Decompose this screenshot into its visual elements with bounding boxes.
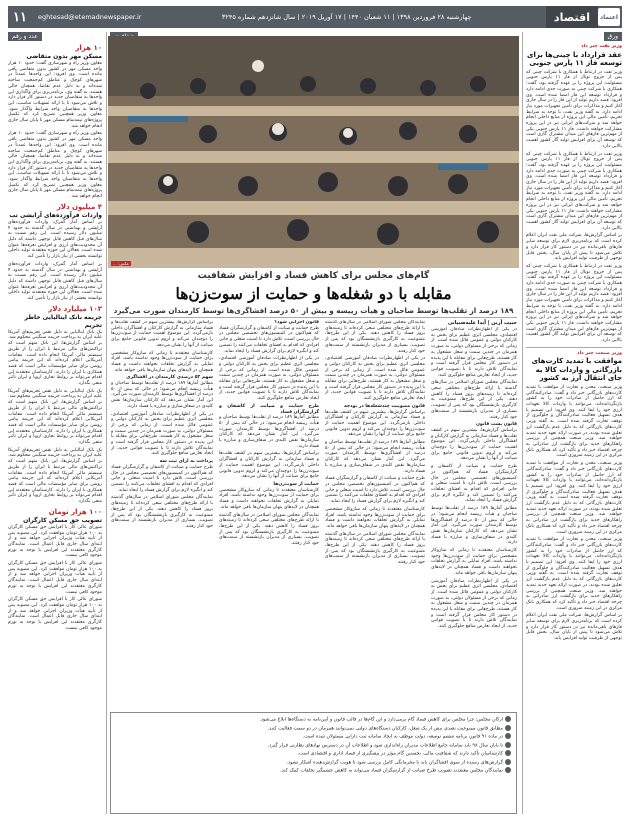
article-column-4: براساس گزارش‌ها، بیشترین سهم در کشف تقلب‌ها و فساد سازمانی به گزارش کارکنان و افشاگران داخلی بازمی‌گردد. این موضوع اهمیت حمایت از سوت‌زن‌ها را دوچندان می‌کند و لزوم تدوین قانونی جامع برای صیانت از آنها را نشان می‌دهد. کارشناسان معتقدند تا زمانی که سازوکار مشخصی برای حمایت از سوت‌زن‌ها وجود نداشته باشد، افراد تمایلی به گزارش تخلفات نخواهند داشت و فساد همچنان در لایه‌های پنهان سازمان‌ها باقی خواهد ماند. سهم ۵۳ درصدی کارمندان در افشاگری مطابق آمارها ۱۸۹ درصد از تقلب‌ها توسط صاحبان و هیأت رییسه انجام می‌شود؛ در حالی که بیش از ۵۰ درصد از افشاگری‌ها توسط کارمندان صورت می‌گیرد. این آمار نشان می‌دهد که کارکنان سازمان‌ها نقش کلیدی در شفاف‌سازی و مبارزه با فساد دارند. در یکی از اظهارنظرات صادقان آموزشی اقتصادی، مجلسی اثری عظیم برای بخش به کارکنان دولتی و عمومی قائل شده است. از زمانی که برخی از مسئولان دولتی، به صورت همزمان در چندین سمت و شغل مشغول به کار هستند، طرح‌هایی برای مقابله با این پدیده در دستور کار مجلس قرار گرفته است و نمایندگان تلاش دارند تا با تصویب قوانین جدید، از ایجاد تعارض منافع جلوگیری کنند. پرداخت به ازای ثبت سه طرح حمایت و صیانت از کاشفان و گزارشگران فساد که هم‌اکنون در کمیسیون‌های تخصصی مجلس در حال بررسی است، تلاش دارد تا امنیت شغلی و جانی افرادی که اقدام به افشای تخلفات می‌کنند را تضمین کند و انگیزه لازم برای گزارش فساد را ایجاد نماید. نمایندگان مجلس شورای اسلامی در سال‌های گذشته با ارائه طرح‌های مختلفی سعی کرده‌اند تا زمینه‌های بروز فساد را کاهش دهند. یکی از این طرح‌ها، ممنوعیت به کارگیری بازنشستگان بود که پس از تصویب، بسیاری از مدیران بازنشسته از سمت‌های خود کنار رفتند.: [111, 320, 213, 529]
stat-number: ۱۰۳ میلیارد دلار: [48, 304, 102, 313]
news-body: وزیر صنعت، معدن و تجارت از موافقت با تمدید کارت‌های بازرگانی خبر داد و گفت: صادرکنندگانی که ارز حاصل از صادرات خود را به کشور بازنگردانده‌اند، می‌توانند با واردات کالا تعهدات ارزی خود را ایفا کنند. وی افزود: این تصمیم با هدف تسهیل فعالیت صادرکنندگان و جلوگیری از توقف تجارت گرفته شده است. به گفته وزیر، کارت‌های بازرگانی که به دلیل عدم بازگشت ارز تعلیق شده بودند، در صورت ارائه تعهد جدید تمدید خواهند شد. وزیر صنعت همچنین از بررسی راهکارهای جدید برای بازگشت ارز صادراتی به چرخه اقتصاد خبر داد و تأکید کرد که همکاری بانک مرکزی در این زمینه ضروری است.: [526, 537, 622, 611]
stat-body: یک بانک ایتالیایی به دلیل نقض تحریم‌های آمریکا علیه ایران به پرداخت جریمه سنگینی محکوم شد. بر اساس گزارش‌ها، این بانک متهم است که تراکنش‌های مالی مرتبط با ایران را از طریق سیستم مالی آمریکا انجام داده است. مقامات آمریکایی اعلام کرده‌اند که این جریمه پیامی روشن برای سایر مؤسسات مالی است که قصد همکاری با ایران را دارند. کارشناسان معتقدند این اقدام می‌تواند بر روابط تجاری اروپا و ایران تأثیر منفی بگذارد.: [8, 329, 102, 387]
stat-body: بر اساس آمار گمرک، واردات فرآورده‌های آرایشی و بهداشتی در سال گذشته به حدود ۴ میلیون دلار رسیده است. این رقم نسبت به سال‌های قبل کاهش قابل توجهی داشته که دلیل آن محدودیت‌های ارزی و افزایش تعرفه‌ها عنوان شده است. فعالان این حوزه معتقدند تولید داخلی توانسته بخشی از نیاز بازار را تأمین کند.: [8, 219, 102, 260]
bullet-icon: [505, 767, 511, 773]
stat-title: واردات فرآورده‌های آرایشی تب: [9, 211, 102, 219]
article-subhead: قانون پشت قانون: [476, 422, 517, 428]
article-headline: مقابله با دو شغله‌ها و حمایت از سوت‌زن‌ها: [175, 284, 452, 303]
right-news-column: [526, 44, 622, 814]
article-kicker: گام‌های مجلس برای کاهش فساد و افزایش شفافیت: [197, 271, 430, 281]
column-divider: [106, 32, 107, 814]
article-subhead: سهم ۵۳ درصدی کارمندان در افشاگری: [126, 375, 213, 381]
bullet-icon: [505, 750, 511, 756]
news-body: وزیر صنعت، معدن و تجارت از موافقت با تمدید کارت‌های بازرگانی خبر داد و گفت: صادرکنندگانی که ارز حاصل از صادرات خود را به کشور بازنگردانده‌اند، می‌توانند با واردات کالا تعهدات ارزی خود را ایفا کنند. وی افزود: این تصمیم با هدف تسهیل فعالیت صادرکنندگان و جلوگیری از توقف تجارت گرفته شده است. به گفته وزیر، کارت‌های بازرگانی که به دلیل عدم بازگشت ارز تعلیق شده بودند، در صورت ارائه تعهد جدید تمدید خواهند شد. وزیر صنعت همچنین از بررسی راهکارهای جدید برای بازگشت ارز صادراتی به چرخه اقتصاد خبر داد و تأکید کرد که همکاری بانک مرکزی در این زمینه ضروری است.: [526, 384, 622, 459]
page-header: [8, 6, 622, 28]
bullet-icon: [505, 725, 511, 731]
section-email[interactable]: eghtesad@etemadnewspaper.ir: [38, 13, 142, 21]
news-kicker: وزیر صنعت خبر داد: [577, 350, 622, 356]
bullet-icon: [505, 733, 511, 739]
section-label: اقتصاد: [546, 6, 598, 28]
stat-number: ۱۰۰ هزار تومان: [48, 507, 102, 516]
article-subhead: پرداخت به ازای ثبت سه: [159, 459, 213, 465]
news-body: وزیر نفت در ارتباط با همکاری با شرکت چینی که پس از خروج توتال از فاز ۱۱ پارس جنوبی مسئولیت این پروژه را بر عهده گرفته بود، گفت: همکاری با شرکت چینی به صورت جدی ادامه دارد و قرارداد توسعه این فاز امضا شده است. وی افزود: قصد داریم تولید از این فاز را در سال جاری آغاز کنیم و مذاکرات برای تأمین تجهیزات مورد نیاز ادامه دارد. به گفته وزیر نفت، با توجه به شرایط تحریم، تأمین مالی این پروژه از منابع داخلی انجام خواهد شد و شرکت‌های ایرانی نیز در این پروژه مشارکت خواهند داشت. فاز ۱۱ پارس جنوبی یکی از مهم‌ترین فازهای این میدان مشترک گازی است که توسعه آن برای افزایش تولید گاز کشور اهمیت بالایی دارد.: [526, 263, 622, 344]
stat-title: جریمه بانک ایتالیایی خاطر تحریم: [24, 313, 102, 329]
news-headline: عقد قرارداد با چینی‌ها برای توسعه فاز ۱۱ پارس جنوبی: [527, 50, 622, 68]
news-body: وزیر نفت در ارتباط با همکاری با شرکت چینی که پس از خروج توتال از فاز ۱۱ پارس جنوبی مسئولیت این پروژه را بر عهده گرفته بود، گفت: همکاری با شرکت چینی به صورت جدی ادامه دارد و قرارداد توسعه این فاز امضا شده است. وی افزود: قصد داریم تولید از این فاز را در سال جاری آغاز کنیم و مذاکرات برای تأمین تجهیزات مورد نیاز ادامه دارد. به گفته وزیر نفت، با توجه به شرایط تحریم، تأمین مالی این پروژه از منابع داخلی انجام خواهد شد و شرکت‌های ایرانی نیز در این پروژه مشارکت خواهند داشت. فاز ۱۱ پارس جنوبی یکی از مهم‌ترین فازهای این میدان مشترک گازی است که توسعه آن برای افزایش تولید گاز کشور اهمیت بالایی دارد.: [526, 69, 622, 149]
news-body: وزیر نفت در ارتباط با همکاری با شرکت چینی که پس از خروج توتال از فاز ۱۱ پارس جنوبی مسئولیت این پروژه را بر عهده گرفته بود، گفت: همکاری با شرکت چینی به صورت جدی ادامه دارد و قرارداد توسعه این فاز امضا شده است. وی افزود: قصد داریم تولید از این فاز را در سال جاری آغاز کنیم و مذاکرات برای تأمین تجهیزات مورد نیاز ادامه دارد. به گفته وزیر نفت، با توجه به شرایط تحریم، تأمین مالی این پروژه از منابع داخلی انجام خواهد شد و شرکت‌های ایرانی نیز در این پروژه مشارکت خواهند داشت. فاز ۱۱ پارس جنوبی یکی از مهم‌ترین فازهای این میدان مشترک گازی است که توسعه آن برای افزایش تولید گاز کشور اهمیت بالایی دارد.: [526, 151, 622, 231]
stat-number: ۴ میلیون دلار: [56, 202, 102, 211]
highlight-item: نمایندگان مجلس معتقدند تصویب طرح صیانت از گزارشگران فساد می‌تواند به کاهش چشمگیر تخلفات کمک کند.: [116, 767, 511, 775]
stat-body: یک بانک ایتالیایی به دلیل نقض تحریم‌های آمریکا علیه ایران به پرداخت جریمه سنگینی محکوم شد. بر اساس گزارش‌ها، این بانک متهم است که تراکنش‌های مالی مرتبط با ایران را از طریق سیستم مالی آمریکا انجام داده است. مقامات آمریکایی اعلام کرده‌اند که این جریمه پیامی روشن برای سایر مؤسسات مالی است که قصد همکاری با ایران را دارند. کارشناسان معتقدند این اقدام می‌تواند بر روابط تجاری اروپا و ایران تأثیر منفی بگذارد.: [8, 447, 102, 505]
left-column-tag: عدد و رقم: [8, 32, 42, 41]
article-subhead: حمایت از سوت‌زن‌ها: [273, 481, 319, 487]
news-headline: موافقت با تمدید کارت‌های بازرگانی و واردات کالا به جای انتقال ارز به کشور: [531, 357, 622, 383]
news-body: بر اساس گزارش‌ها، شرکت ملی نفت ایران اعلام کرده است که برنامه‌ریزی لازم برای توسعه سایر فازهای باقی‌مانده نیز در دستور کار قرار دارد و تلاش می‌شود تا پیش از پایان سال، بخش قابل توجهی از ظرفیت تولید افزایش یابد.: [526, 613, 622, 642]
photo-caption: عکس: ...: [113, 261, 130, 266]
stat-number: ۱۰ هزار: [75, 44, 102, 52]
article-lede: ۱۸۹ درصد از تقلب‌ها توسط صاحبان و هیأت رییسه و بیش از ۵۰ درصد افشاگری‌ها توسط کارمندان صورت می‌گیرد: [113, 306, 514, 315]
article-subhead: قانون مصوبیت چندشغله‌ها در بودجه: [344, 403, 425, 409]
stat-body: شورای عالی کار با افزایش حق مسکن کارگران به ۱۰۰ هزار تومان موافقت کرد. این مصوبه پس از تأیید هیأت وزیران اجرایی خواهد شد و از ابتدای سال جاری قابل اعمال است. نمایندگان کارگری معتقدند این افزایش با توجه به تورم موجود کافی نیست.: [8, 597, 102, 631]
stat-title: مسکن مهر بدون متقاضی: [26, 53, 102, 60]
page-number: ۱۱: [13, 9, 27, 24]
article-byline: حبیب آرین | آیدا علیه‌صبیانی: [447, 320, 517, 326]
newspaper-logo: اعتماد: [598, 8, 620, 26]
left-stats-column: [8, 44, 102, 814]
news-body: بر اساس گزارش‌ها، شرکت ملی نفت ایران اعلام کرده است که برنامه‌ریزی لازم برای توسعه سایر فازهای باقی‌مانده نیز در دستور کار قرار دارد و تلاش می‌شود تا پیش از پایان سال، بخش قابل توجهی از ظرفیت تولید افزایش یابد.: [526, 233, 622, 262]
highlight-item: در ماده ۹۱ قانون برنامه ششم توسعه، دولت موظف به ایجاد سامانه ثبت دارایی مسئولان شده است.: [116, 733, 511, 741]
article-subhead: قانون اجرایی شود؟: [274, 320, 319, 325]
news-body: وزیر صنعت، معدن و تجارت از موافقت با تمدید کارت‌های بازرگانی خبر داد و گفت: صادرکنندگانی که ارز حاصل از صادرات خود را به کشور بازنگردانده‌اند، می‌توانند با واردات کالا تعهدات ارزی خود را ایفا کنند. وی افزود: این تصمیم با هدف تسهیل فعالیت صادرکنندگان و جلوگیری از توقف تجارت گرفته شده است. به گفته وزیر، کارت‌های بازرگانی که به دلیل عدم بازگشت ارز تعلیق شده بودند، در صورت ارائه تعهد جدید تمدید خواهند شد. وزیر صنعت همچنین از بررسی راهکارهای جدید برای بازگشت ارز صادراتی به چرخه اقتصاد خبر داد و تأکید کرد که همکاری بانک مرکزی در این زمینه ضروری است.: [526, 461, 622, 535]
article-column-2: نمایندگان مجلس شورای اسلامی در سال‌های گذشته با ارائه طرح‌های مختلفی سعی کرده‌اند تا زمینه‌های بروز فساد را کاهش دهند. یکی از این طرح‌ها، ممنوعیت به کارگیری بازنشستگان بود که پس از تصویب، بسیاری از مدیران بازنشسته از سمت‌های خود کنار رفتند. در یکی از اظهارنظرات صادقان آموزشی اقتصادی، مجلسی اثری عظیم برای بخش به کارکنان دولتی و عمومی قائل شده است. از زمانی که برخی از مسئولان دولتی، به صورت همزمان در چندین سمت و شغل مشغول به کار هستند، طرح‌هایی برای مقابله با این پدیده در دستور کار مجلس قرار گرفته است و نمایندگان تلاش دارند تا با تصویب قوانین جدید، از ایجاد تعارض منافع جلوگیری کنند. قانون مصوبیت چندشغله‌ها در بودجه براساس گزارش‌ها، بیشترین سهم در کشف تقلب‌ها و فساد سازمانی به گزارش کارکنان و افشاگران داخلی بازمی‌گردد. این موضوع اهمیت حمایت از سوت‌زن‌ها را دوچندان می‌کند و لزوم تدوین قانونی جامع برای صیانت از آنها را نشان می‌دهد. مطابق آمارها ۱۸۹ درصد از تقلب‌ها توسط صاحبان و هیأت رییسه انجام می‌شود؛ در حالی که بیش از ۵۰ درصد از افشاگری‌ها توسط کارمندان صورت می‌گیرد. این آمار نشان می‌دهد که کارکنان سازمان‌ها نقش کلیدی در شفاف‌سازی و مبارزه با فساد دارند. طرح حمایت و صیانت از کاشفان و گزارشگران فساد که هم‌اکنون در کمیسیون‌های تخصصی مجلس در حال بررسی است، تلاش دارد تا امنیت شغلی و جانی افرادی که اقدام به افشای تخلفات می‌کنند را تضمین کند و انگیزه لازم برای گزارش فساد را ایجاد نماید. کارشناسان معتقدند تا زمانی که سازوکار مشخصی برای حمایت از سوت‌زن‌ها وجود نداشته باشد، افراد تمایلی به گزارش تخلفات نخواهند داشت و فساد همچنان در لایه‌های پنهان سازمان‌ها باقی خواهد ماند. نمایندگان مجلس شورای اسلامی در سال‌های گذشته با ارائه طرح‌های مختلفی سعی کرده‌اند تا زمینه‌های بروز فساد را کاهش دهند. یکی از این طرح‌ها، ممنوعیت به کارگیری بازنشستگان بود که پس از تصویب، بسیاری از مدیران بازنشسته از سمت‌های خود کنار رفتند.: [325, 320, 425, 566]
highlight-item: مطابق قانون ممنوعیت تصدی بیش از یک شغل، کارکنان دستگاه‌های دولتی نمی‌توانند همزمان در دو سمت فعالیت کنند.: [116, 725, 511, 733]
bullet-icon: [505, 716, 511, 722]
stat-body: یک بانک ایتالیایی به دلیل نقض تحریم‌های آمریکا علیه ایران به پرداخت جریمه سنگینی محکوم شد. بر اساس گزارش‌ها، این بانک متهم است که تراکنش‌های مالی مرتبط با ایران را از طریق سیستم مالی آمریکا انجام داده است. مقامات آمریکایی اعلام کرده‌اند که این جریمه پیامی روشن برای سایر مؤسسات مالی است که قصد همکاری با ایران را دارند. کارشناسان معتقدند این اقدام می‌تواند بر روابط تجاری اروپا و ایران تأثیر منفی بگذارد.: [8, 388, 102, 446]
article-column-3: قانون اجرایی شود؟ طرح حمایت و صیانت از کاشفان و گزارشگران فساد که هم‌اکنون در کمیسیون‌های تخصصی مجلس در حال بررسی است، تلاش دارد تا امنیت شغلی و جانی افرادی که اقدام به افشای تخلفات می‌کنند را تضمین کند و انگیزه لازم برای گزارش فساد را ایجاد نماید. در یکی از اظهارنظرات صادقان آموزشی اقتصادی، مجلسی اثری عظیم برای بخش به کارکنان دولتی و عمومی قائل شده است. از زمانی که برخی از مسئولان دولتی، به صورت همزمان در چندین سمت و شغل مشغول به کار هستند، طرح‌هایی برای مقابله با این پدیده در دستور کار مجلس قرار گرفته است و نمایندگان تلاش دارند تا با تصویب قوانین جدید، از ایجاد تعارض منافع جلوگیری کنند. طرح حمایت و صیانت از کاشفان و گزارشگران فساد مطابق آمارها ۱۸۹ درصد از تقلب‌ها توسط صاحبان و هیأت رییسه انجام می‌شود؛ در حالی که بیش از ۵۰ درصد از افشاگری‌ها توسط کارمندان صورت می‌گیرد. این آمار نشان می‌دهد که کارکنان سازمان‌ها نقش کلیدی در شفاف‌سازی و مبارزه با فساد دارند. براساس گزارش‌ها، بیشترین سهم در کشف تقلب‌ها و فساد سازمانی به گزارش کارکنان و افشاگران داخلی بازمی‌گردد. این موضوع اهمیت حمایت از سوت‌زن‌ها را دوچندان می‌کند و لزوم تدوین قانونی جامع برای صیانت از آنها را نشان می‌دهد. حمایت از سوت‌زن‌ها کارشناسان معتقدند تا زمانی که سازوکار مشخصی برای حمایت از سوت‌زن‌ها وجود نداشته باشد، افراد تمایلی به گزارش تخلفات نخواهند داشت و فساد همچنان در لایه‌های پنهان سازمان‌ها باقی خواهد ماند. نمایندگان مجلس شورای اسلامی در سال‌های گذشته با ارائه طرح‌های مختلفی سعی کرده‌اند تا زمینه‌های بروز فساد را کاهش دهند. یکی از این طرح‌ها، ممنوعیت به کارگیری بازنشستگان بود که پس از تصویب، بسیاری از مدیران بازنشسته از سمت‌های خود کنار رفتند.: [219, 320, 319, 547]
news-kicker: وزیر نفت خبر داد: [581, 44, 622, 49]
right-column-tag: ورق: [604, 32, 622, 41]
bullet-icon: [505, 759, 511, 765]
highlight-item: تا پایان سال ۹۸ باید سامانه جامع اطلاعات مدیران راه‌اندازی شود و اطلاعات آن در دسترس نهادهای نظارتی قرار گیرد.: [116, 742, 511, 750]
stat-body: بر اساس آمار گمرک، واردات فرآورده‌های آرایشی و بهداشتی در سال گذشته به حدود ۴ میلیون دلار رسیده است. این رقم نسبت به سال‌های قبل کاهش قابل توجهی داشته که دلیل آن محدودیت‌های ارزی و افزایش تعرفه‌ها عنوان شده است. فعالان این حوزه معتقدند تولید داخلی توانسته بخشی از نیاز بازار را تأمین کند.: [8, 261, 102, 302]
stat-body: معاون وزیر راه و شهرسازی گفت: حدود ۱۰ هزار واحد مسکن مهر در کشور بدون متقاضی باقی مانده است. وی افزود: این واحدها عمدتاً در شهرهای کوچک و مناطق کم‌جمعیت ساخته شده‌اند و به دلیل عدم تقاضا، همچنان خالی هستند. به گفته وی، برنامه‌ریزی برای واگذاری این واحدها به متقاضیان جدید در دستور کار قرار دارد و تلاش می‌شود تا با ارائه تسهیلات مناسب، این واحدها به متقاضیان واجد شرایط واگذار شود. معاون وزیر همچنین تصریح کرد که تکمیل پروژه‌های نیمه‌تمام مسکن مهر تا پایان سال جاری انجام خواهد شد.: [8, 131, 102, 200]
issue-meta: چهارشنبه ۲۸ فروردین ۱۳۹۸ | ۱۱ شعبان ۱۴۴۰ | ۱۷ آوریل ۲۰۱۹ | سال شانزدهم شماره ۳۲۴۵: [221, 13, 472, 21]
article-column-1: در یکی از اظهارنظرات صادقان آموزشی اقتصادی، مجلسی اثری عظیم برای بخش به کارکنان دولتی و عمومی قائل شده است. از زمانی که برخی از مسئولان دولتی، به صورت همزمان در چندین سمت و شغل مشغول به کار هستند، طرح‌هایی برای مقابله با این پدیده در دستور کار مجلس قرار گرفته است و نمایندگان تلاش دارند تا با تصویب قوانین جدید، از ایجاد تعارض منافع جلوگیری کنند. نمایندگان مجلس شورای اسلامی در سال‌های گذشته با ارائه طرح‌های مختلفی سعی کرده‌اند تا زمینه‌های بروز فساد را کاهش دهند. یکی از این طرح‌ها، ممنوعیت به کارگیری بازنشستگان بود که پس از تصویب، بسیاری از مدیران بازنشسته از سمت‌های خود کنار رفتند. قانون پشت قانون براساس گزارش‌ها، بیشترین سهم در کشف تقلب‌ها و فساد سازمانی به گزارش کارکنان و افشاگران داخلی بازمی‌گردد. این موضوع اهمیت حمایت از سوت‌زن‌ها را دوچندان می‌کند و لزوم تدوین قانونی جامع برای صیانت از آنها را نشان می‌دهد. طرح حمایت و صیانت از کاشفان و گزارشگران فساد که هم‌اکنون در کمیسیون‌های تخصصی مجلس در حال بررسی است، تلاش دارد تا امنیت شغلی و جانی افرادی که اقدام به افشای تخلفات می‌کنند را تضمین کند و انگیزه لازم برای گزارش فساد را ایجاد نماید. مطابق آمارها ۱۸۹ درصد از تقلب‌ها توسط صاحبان و هیأت رییسه انجام می‌شود؛ در حالی که بیش از ۵۰ درصد از افشاگری‌ها توسط کارمندان صورت می‌گیرد. این آمار نشان می‌دهد که کارکنان سازمان‌ها نقش کلیدی در شفاف‌سازی و مبارزه با فساد دارند. کارشناسان معتقدند تا زمانی که سازوکار مشخصی برای حمایت از سوت‌زن‌ها وجود نداشته باشد، افراد تمایلی به گزارش تخلفات نخواهند داشت و فساد همچنان در لایه‌های پنهان سازمان‌ها باقی خواهد ماند. در یکی از اظهارنظرات صادقان آموزشی اقتصادی، مجلسی اثری عظیم برای بخش به کارکنان دولتی و عمومی قائل شده است. از زمانی که برخی از مسئولان دولتی، به صورت همزمان در چندین سمت و شغل مشغول به کار هستند، طرح‌هایی برای مقابله با این پدیده در دستور کار مجلس قرار گرفته است و نمایندگان تلاش دارند تا با تصویب قوانین جدید، از ایجاد تعارض منافع جلوگیری کنند.: [431, 327, 517, 630]
stat-body: شورای عالی کار با افزایش حق مسکن کارگران به ۱۰۰ هزار تومان موافقت کرد. این مصوبه پس از تأیید هیأت وزیران اجرایی خواهد شد و از ابتدای سال جاری قابل اعمال است. نمایندگان کارگری معتقدند این افزایش با توجه به تورم موجود کافی نیست.: [8, 524, 102, 559]
highlight-item: کارشناسان تأکید دارند که شفافیت مالی، نخستین گام مؤثر در پیشگیری از فساد اداری و اقتصادی است.: [116, 750, 511, 758]
stat-body: معاون وزیر راه و شهرسازی گفت: حدود ۱۰ هزار واحد مسکن مهر در کشور بدون متقاضی باقی مانده است. وی افزود: این واحدها عمدتاً در شهرهای کوچک و مناطق کم‌جمعیت ساخته شده‌اند و به دلیل عدم تقاضا، همچنان خالی هستند. به گفته وی، برنامه‌ریزی برای واگذاری این واحدها به متقاضیان جدید در دستور کار قرار دارد و تلاش می‌شود تا با ارائه تسهیلات مناسب، این واحدها به متقاضیان واجد شرایط واگذار شود. معاون وزیر همچنین تصریح کرد که تکمیل پروژه‌های نیمه‌تمام مسکن مهر تا پایان سال جاری انجام خواهد شد.: [8, 61, 102, 129]
highlight-item: گزارش‌های رسیده از سوی افشاگران باید با محرمانگی کامل بررسی شود تا هویت گزارش‌دهنده آشکار نشود.: [116, 759, 511, 767]
stat-title: تصویب حق مسکن کارگران: [23, 516, 102, 524]
article-subhead: طرح حمایت و صیانت از کاشفان و گزارشگران فساد: [219, 403, 319, 415]
bullet-icon: [505, 742, 511, 748]
stat-body: شورای عالی کار با افزایش حق مسکن کارگران به ۱۰۰ هزار تومان موافقت کرد. این مصوبه پس از تأیید هیأت وزیران اجرایی خواهد شد و از ابتدای سال جاری قابل اعمال است. نمایندگان کارگری معتقدند این افزایش با توجه به تورم موجود کافی نیست.: [8, 561, 102, 595]
highlights-box: [110, 712, 517, 814]
parliament-photo: [108, 36, 519, 268]
highlight-item: ارکان مجلس: چرا مجلس برای کاهش فساد گام برمی‌دارد و این گام‌ها در قالب قانون و آیین‌نامه به دستگاه‌ها ابلاغ می‌شود.: [116, 716, 511, 724]
column-divider: [522, 32, 523, 814]
